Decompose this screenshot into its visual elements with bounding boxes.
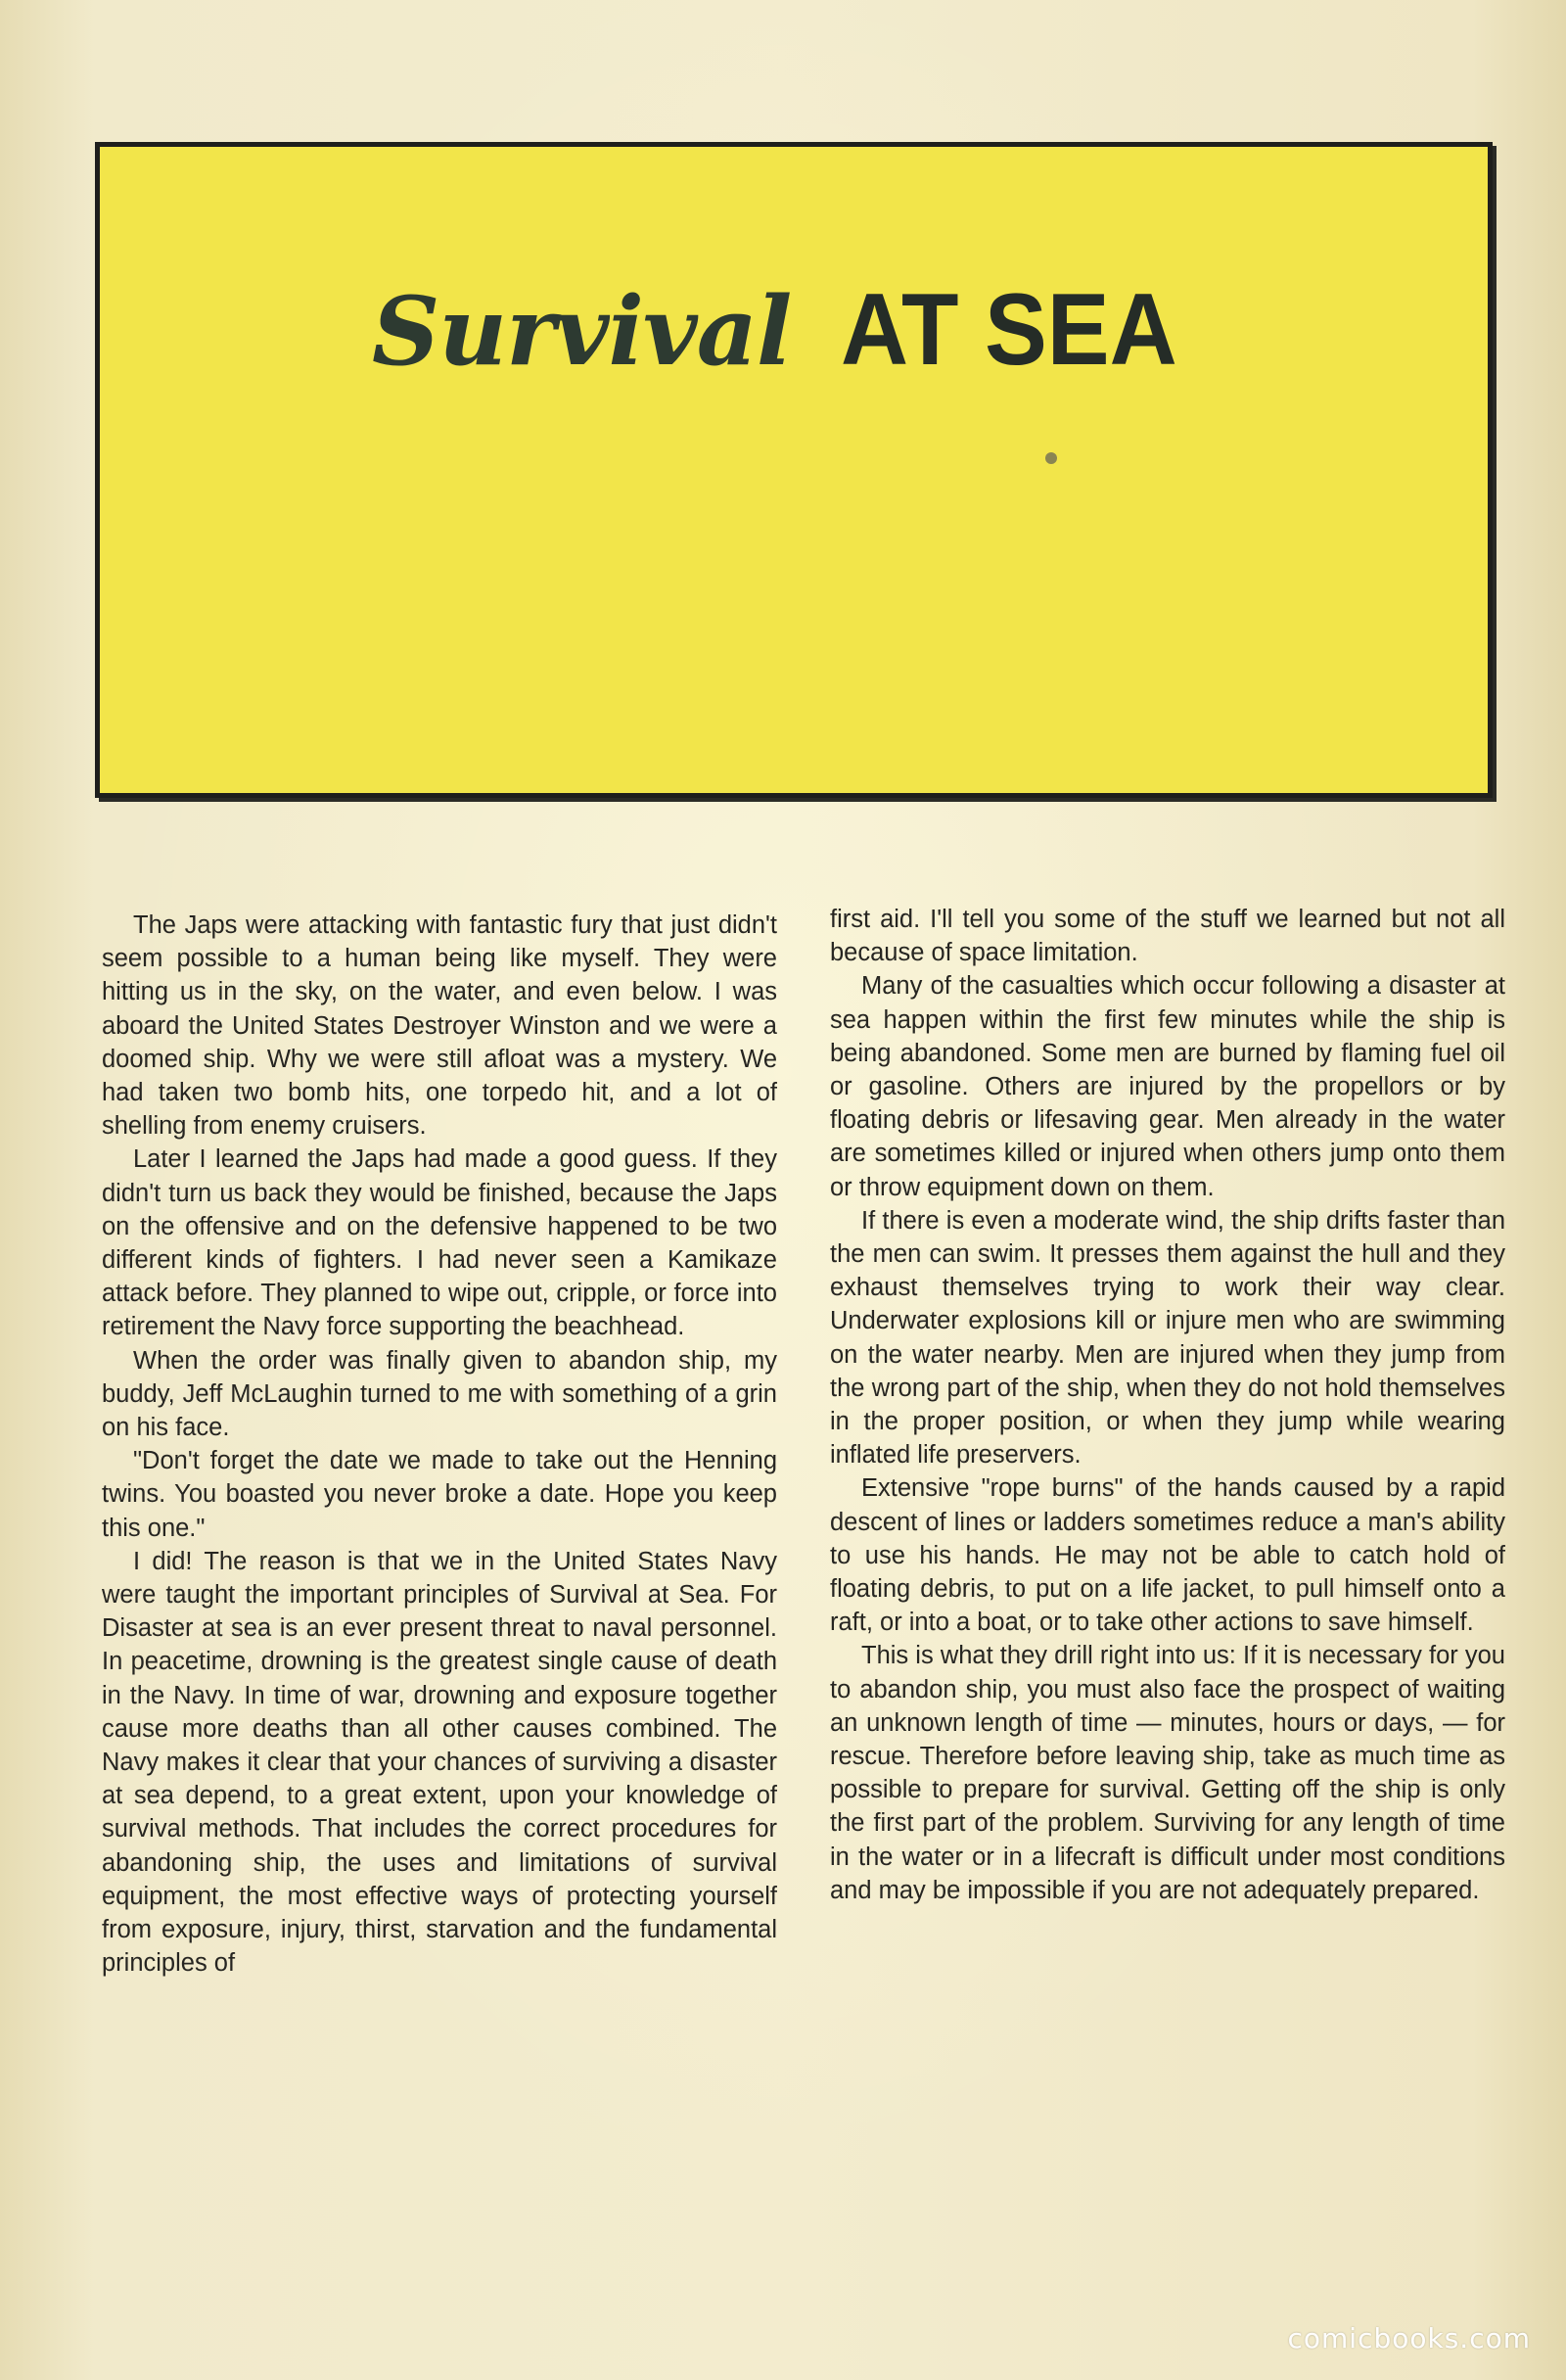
paragraph: The Japs were attacking with fantastic fury that just didn't seem possible to a human being like myself. They were hitting us in the sky, on the water, and even below. I was aboard the United States Destroyer Winston and we were a doomed ship. Why we were still afloat was a mystery. We had taken two bomb hits, one torpedo hit, and a lot of shelling from enemy cruisers. xyxy=(102,911,777,1141)
paragraph: Extensive "rope burns" of the hands caused by a rapid descent of lines or ladders sometimes reduce a man's ability to use his hands. He may not be able to catch hold of floating debris, to put on a life jacket, to pull himself onto a raft, or into a boat, or to take other actions to save himself. xyxy=(830,1474,1505,1637)
paragraph: Many of the casualties which occur following a disaster at sea happen within the first few minutes while the ship is being abandoned. Some men are burned by flaming fuel oil or gasoline. Others are injured by the propellors or by floating debris or lifesaving gear. Men already in the water are sometimes killed or injured when others jump onto them or throw equipment down on them. xyxy=(830,972,1505,1201)
paragraph: This is what they drill right into us: If it is necessary for you to abandon ship, you must also face the prospect of waiting an unknown length of time — minutes, hours or days, — for rescue. Therefore before leaving ship, take as much time as possible to prepare for survival. Getting off the ship is only the first part of the problem. Surviving for any length of time in the water or in a lifecraft is difficult under most conditions and may be impossible if you are not adequately prepared. xyxy=(830,1642,1505,1904)
title-caps-words: AT SEA xyxy=(841,273,1178,387)
site-watermark: comicbooks.com xyxy=(1287,2322,1531,2355)
paragraph: Later I learned the Japs had made a good guess. If they didn't turn us back they would be finished, because the Japs on the offensive and on the defensive happened to be two different kinds of fighters. I had never seen a Kamikaze attack before. They planned to wipe out, cripple, or force into retirement the Navy force supporting the beachhead. xyxy=(102,1145,777,1341)
article-column-right xyxy=(830,903,1505,1907)
paragraph: I did! The reason is that we in the United States Navy were taught the important principles of Survival at Sea. For Disaster at sea is an ever present threat to naval personnel. In peacetime, drowning is the greatest single cause of death in the Navy. In time of war, drowning and exposure together cause more deaths than all other causes combined. The Navy makes it clear that your chances of surviving a disaster at sea depend, to a great extent, upon your knowledge of survival methods. That includes the correct procedures for abandoning ship, the uses and limitations of survival equipment, the most effective ways of protecting yourself from exposure, injury, thirst, starvation and the fundamental principles of xyxy=(102,1547,777,1978)
paragraph-continuation: first aid. I'll tell you some of the stuff we learned but not all because of space limitation. xyxy=(830,906,1505,967)
paragraph: When the order was finally given to abandon ship, my buddy, Jeff McLaughin turned to me with something of a grin on his face. xyxy=(102,1346,777,1442)
article-column-left xyxy=(102,909,777,1981)
paragraph: If there is even a moderate wind, the ship drifts faster than the men can swim. It presses them against the hull and they exhaust themselves trying to work their way clear. Underwater explosions kill or injure men who are swimming on the water nearby. Men are injured when they jump from the wrong part of the ship, when they do not hold themselves in the proper position, or when they jump while wearing inflated life preservers. xyxy=(830,1206,1505,1470)
paragraph: "Don't forget the date we made to take out the Henning twins. You boasted you never broke a date. Hope you keep this one." xyxy=(102,1447,777,1542)
page-title xyxy=(0,272,1564,419)
ink-speck xyxy=(1045,452,1057,464)
title-panel xyxy=(95,142,1493,798)
title-script-word: Survival xyxy=(371,276,792,387)
